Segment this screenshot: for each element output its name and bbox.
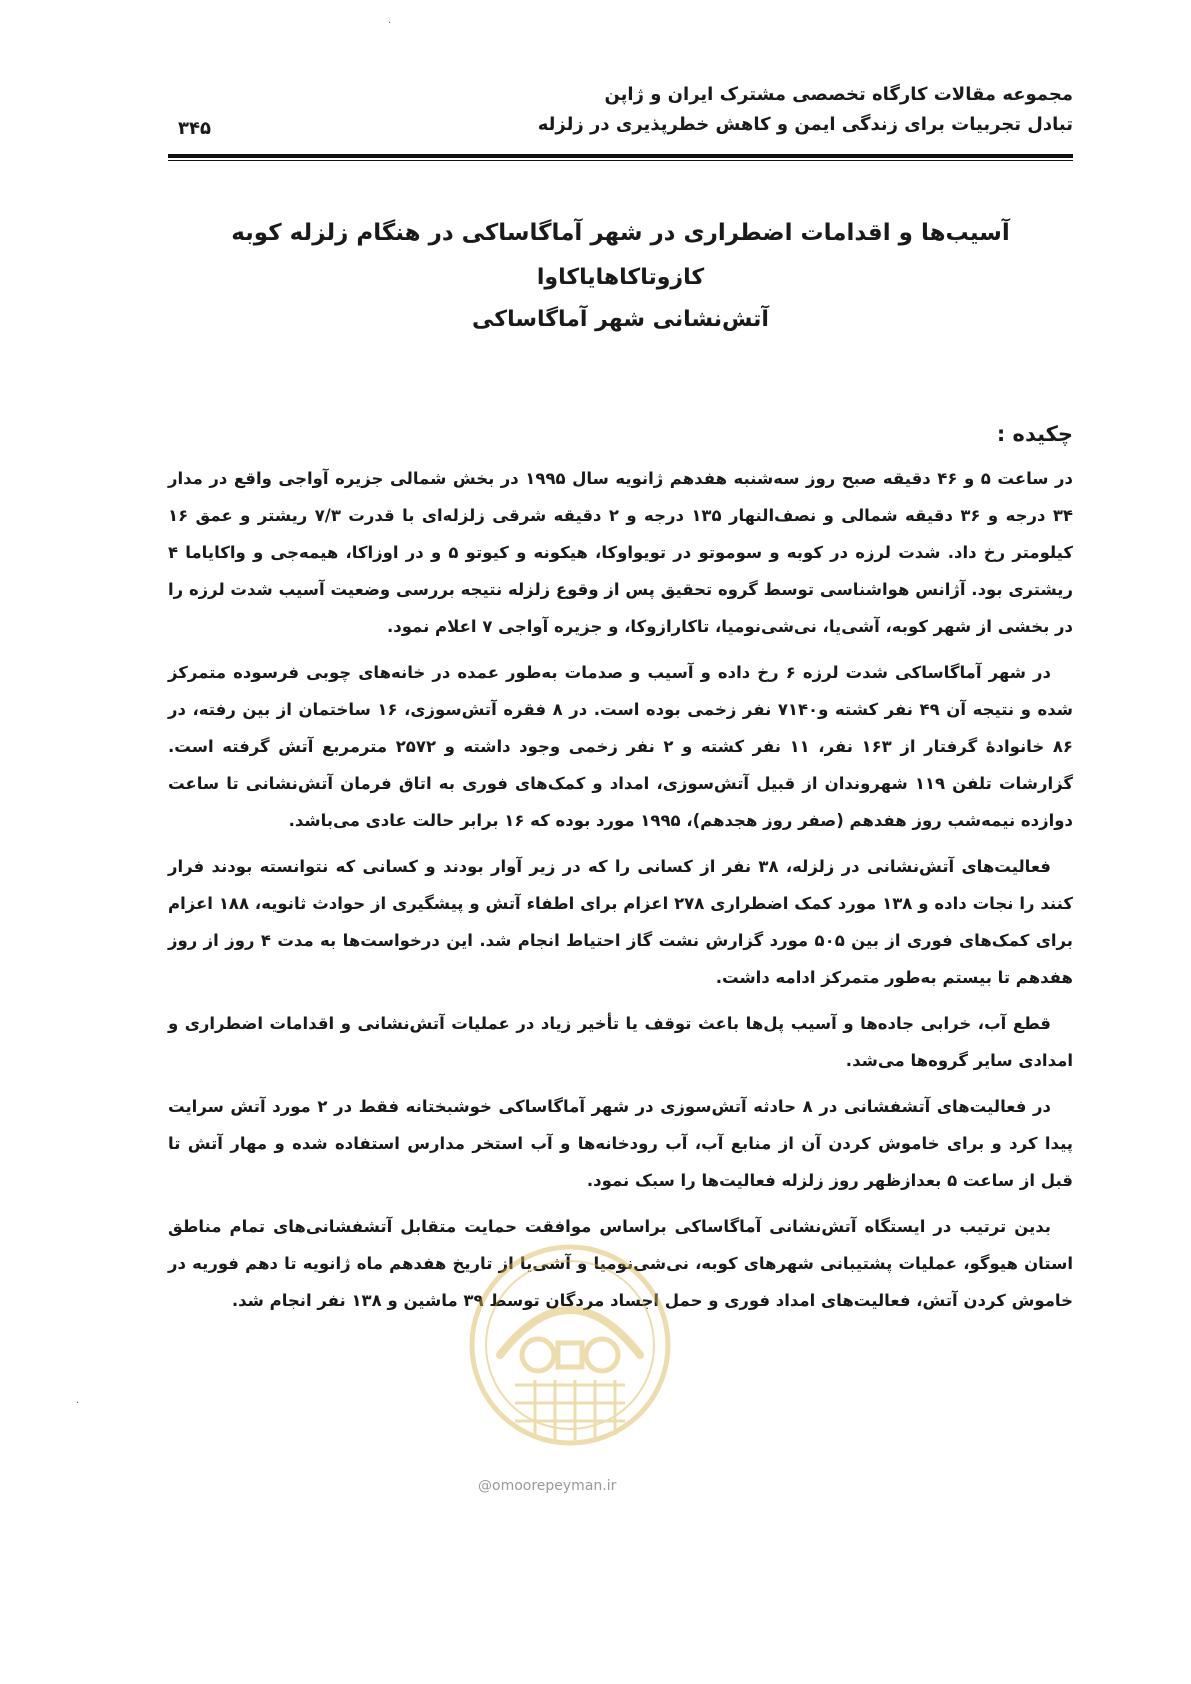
header-rule-thin [168, 160, 1073, 161]
abstract-paragraph: در شهر آماگاساکی شدت لرزه ۶ رخ داده و آسیب و صدمات به‌طور عمده در خانه‌های چوبی فرسوده متمرکز شده و نتیجه آن ۴۹ نفر کشته و۷۱۴۰ نفر زخمی بوده است. در ۸ فقره آتش‌سوزی، ۱۶ ساختمان از بین رفته، در ۸۶ خانوادهٔ گرفتار از ۱۶۳ نفر، ۱۱ نفر کشته و ۲ نفر زخمی وجود داشته و ۲۵۷۲ مترمربع آتش گرفته است. گزارشات تلفن ۱۱۹ شهروندان از قبیل آتش‌سوزی، امداد و کمک‌های فوری به اتاق فرمان آتش‌نشانی تا ساعت دوازده نیمه‌شب روز هفدهم (صفر روز هجدهم)، ۱۹۹۵ مورد بوده که ۱۶ برابر حالت عادی می‌باشد. [168, 663, 1074, 830]
scan-speck: · [76, 1398, 80, 1409]
article-title: آسیب‌ها و اقدامات اضطراری در شهر آماگاساکی در هنگام زلزله کوبه [231, 220, 1010, 246]
article-heading [168, 210, 1073, 340]
abstract-heading: چکیده : [996, 422, 1073, 446]
header-lines [538, 80, 1073, 140]
journal-title: مجموعه مقالات کارگاه تخصصی مشترک ایران و ژاپن [604, 84, 1073, 105]
page-number: ۳۴۵ [178, 118, 211, 139]
abstract-paragraph: بدین ترتیب در ایستگاه آتش‌نشانی آماگاساکی براساس موافقت حمایت متقابل آتشفشانی‌های تمام مناطق استان هیوگو، عملیات پشتیبانی شهرهای کوبه، نی‌شی‌نومیا و آشی‌یا از تاریخ هفدهم ماه ژانویه تا دهم فوریه در خاموش کردن آتش، فعالیت‌های امداد فوری و حمل اجساد مردگان توسط ۳۹ ماشین و ۱۳۸ نفر انجام شد. [168, 1217, 1073, 1310]
abstract-body [168, 460, 1073, 1328]
running-header [168, 80, 1073, 154]
scan-speck: · [388, 18, 392, 29]
abstract-paragraph: فعالیت‌های آتش‌نشانی در زلزله، ۳۸ نفر از کسانی را که در زیر آوار بودند و کسانی که نتوانسته بودند فرار کنند را نجات داده و ۱۳۸ مورد کمک اضطراری ۲۷۸ اعزام برای اطفاء آتش و پیشگیری از حوادث ثانویه، ۱۸۸ اعزام برای کمک‌های فوری از بین ۵۰۵ مورد گزارش نشت گاز احتیاط انجام شد. این درخواست‌ها به مدت ۴ روز از روز هفدهم تا بیستم به‌طور متمرکز ادامه داشت. [168, 857, 1073, 987]
watermark-caption: @omoorepeyman.ir [478, 1478, 617, 1494]
article-author: کازوتاکاهایاکاوا [536, 265, 705, 290]
journal-subtitle: تبادل تجربیات برای زندگی ایمن و کاهش خطرپذیری در زلزله [537, 114, 1073, 135]
article-affiliation: آتش‌نشانی شهر آماگاساکی [472, 307, 769, 332]
abstract-paragraph: در ساعت ۵ و ۴۶ دقیقه صبح روز سه‌شنبه هفدهم ژانویه سال ۱۹۹۵ در بخش شمالی جزیره آواجی واقع در مدار ۳۴ درجه و ۳۶ دقیقه شمالی و نصف‌النهار ۱۳۵ درجه و ۲ دقیقه شرقی زلزله‌ای با قدرت ۷/۳ ریشتر و عمق ۱۶ کیلومتر رخ داد. شدت لرزه در کوبه و سوموتو در تویواوکا، هیکونه و کیوتو ۵ و در اوزاکا، هیمه‌جی و واکایاما ۴ ریشتری بود. آژانس هواشناسی توسط گروه تحقیق پس از وقوع زلزله نتیجه بررسی وضعیت آسیب شدت لرزه را در بخشی از شهر کوبه، آشی‌یا، نی‌شی‌نومیا، تاکارازوکا، و جزیره آواجی ۷ اعلام نمود. [168, 469, 1073, 636]
header-rule-thick [168, 154, 1073, 158]
abstract-paragraph: در فعالیت‌های آتشفشانی در ۸ حادثه آتش‌سوزی در شهر آماگاساکی خوشبختانه فقط در ۲ مورد آتش سرایت پیدا کرد و برای خاموش کردن آن از منابع آب، آب رودخانه‌ها و آب استخر مدارس استفاده شده و مهار آتش تا قبل از ساعت ۵ بعدازظهر روز زلزله فعالیت‌ها را سبک نمود. [168, 1097, 1073, 1190]
abstract-paragraph: قطع آب، خرابی جاده‌ها و آسیب پل‌ها باعث توقف یا تأخیر زیاد در عملیات آتش‌نشانی و اقدامات اضطراری و امدادی سایر گروه‌ها می‌شد. [168, 1014, 1073, 1070]
